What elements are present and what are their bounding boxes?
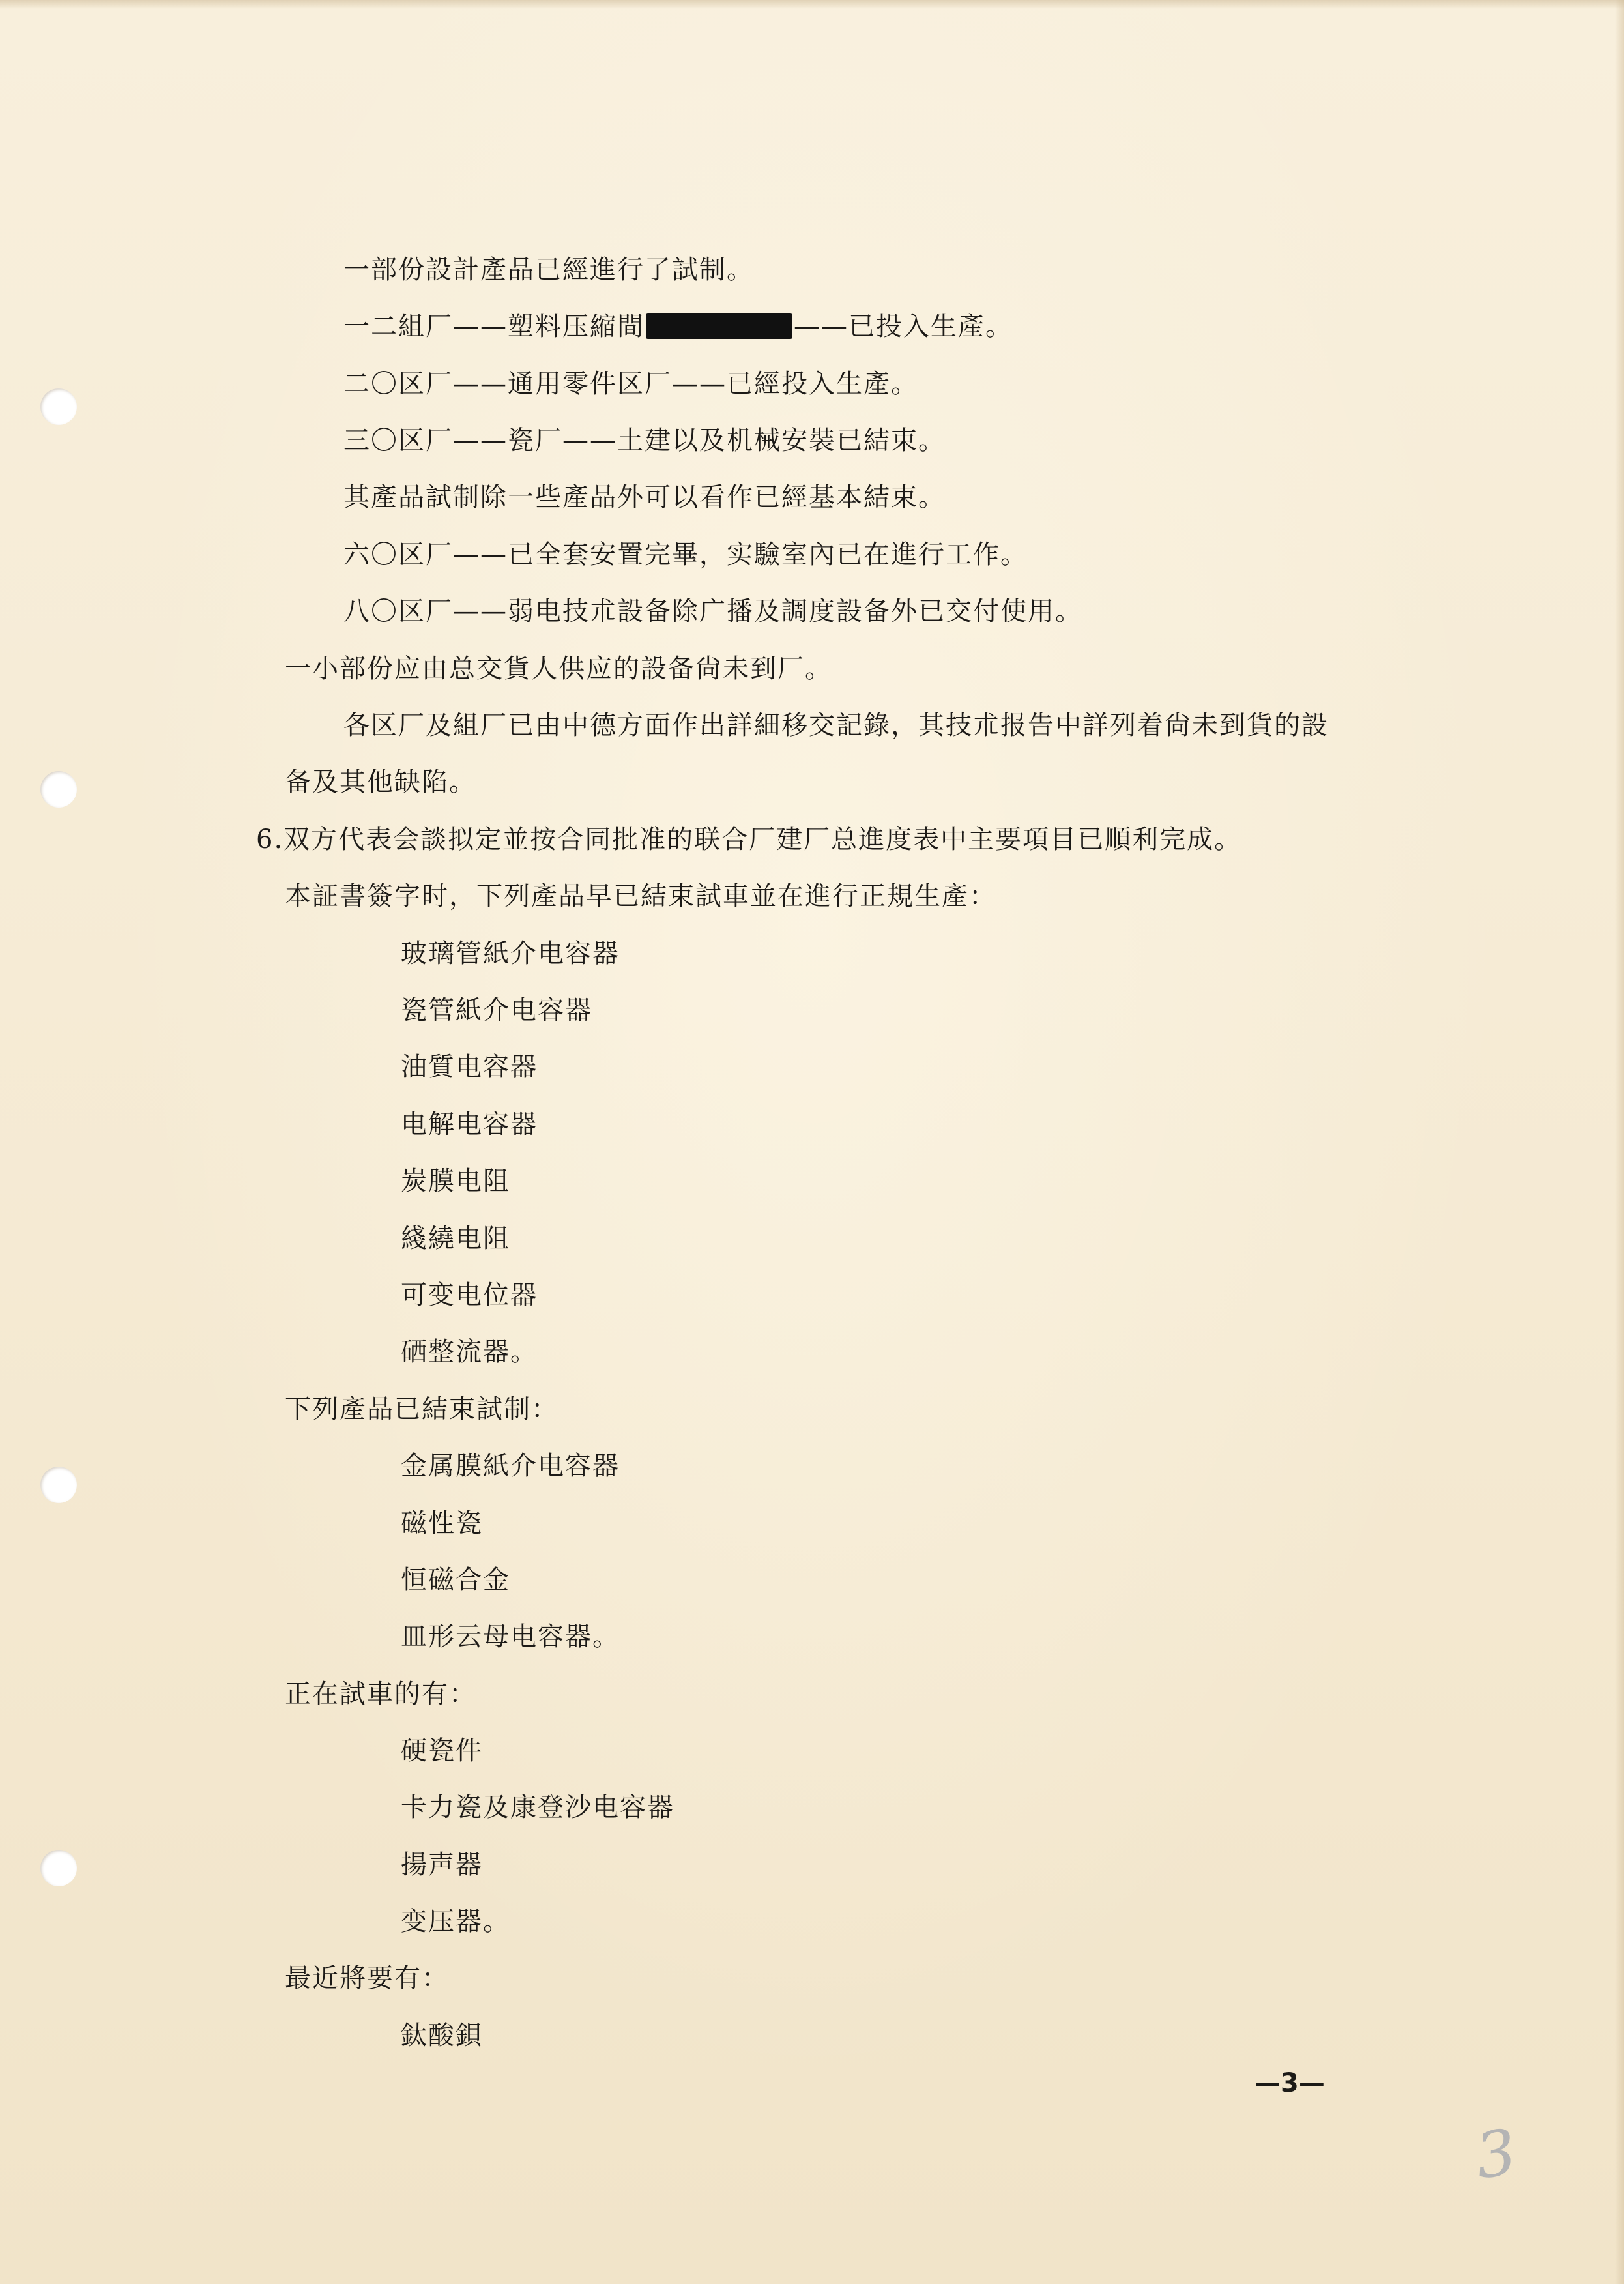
list-item: 瓷管紙介电容器	[401, 995, 592, 1025]
text-line: 正在試車的有：	[285, 1679, 476, 1709]
list-item: 綫繞电阻	[401, 1223, 510, 1253]
text-line: 最近將要有：	[285, 1963, 449, 1993]
text-line: 六〇区厂——已全套安置完畢，实驗室內已在進行工作。	[343, 540, 1028, 570]
list-item: 金属膜紙介电容器	[401, 1451, 620, 1481]
text-line: 二〇区厂——通用零件区厂——已經投入生產。	[343, 369, 918, 399]
list-item: 硬瓷件	[401, 1736, 483, 1766]
list-item: 炭膜电阻	[401, 1166, 510, 1196]
text-line: 备及其他缺陷。	[285, 767, 476, 797]
redaction-mark	[646, 313, 792, 339]
list-item: 皿形云母电容器。	[401, 1622, 620, 1652]
text-line-redacted	[343, 311, 1013, 342]
handwritten-page-mark: 3	[1471, 2115, 1521, 2193]
text-line: 一部份設計產品已經進行了試制。	[343, 255, 754, 285]
list-item: 硒整流器。	[401, 1337, 538, 1367]
list-item: 磁性瓷	[401, 1508, 483, 1538]
punch-hole	[40, 388, 77, 425]
list-item: 油質电容器	[401, 1052, 538, 1082]
list-item: 卡力瓷及康登沙电容器	[401, 1793, 674, 1823]
text-line: 八〇区厂——弱电技朮設备除广播及調度設备外已交付使用。	[343, 596, 1082, 626]
paper-edge-right	[1615, 0, 1624, 2284]
text-line: 其產品試制除一些產品外可以看作已經基本結束。	[343, 482, 946, 512]
list-item: 可变电位器	[401, 1280, 538, 1310]
text-segment: ——已投入生產。	[794, 312, 1013, 342]
list-item: 电解电容器	[401, 1109, 538, 1139]
punch-hole	[40, 771, 77, 808]
paper-edge-top	[0, 0, 1624, 9]
section-heading: 6.双方代表会談拟定並按合同批准的联合厂建厂总進度表中主要項目已順利完成。	[256, 825, 1242, 855]
punch-hole	[40, 1850, 77, 1886]
list-item: 鈦酸鋇	[401, 2021, 483, 2051]
page-number: —3—	[1254, 2068, 1325, 2098]
text-line: 一小部份应由总交貨人供应的設备尙未到厂。	[285, 654, 832, 684]
text-line: 本証書簽字时，下列產品早已結束試車並在進行正規生產：	[285, 881, 996, 911]
list-item: 恒磁合金	[401, 1565, 510, 1595]
text-line: 各区厂及組厂已由中德方面作出詳細移交記錄，其技朮报告中詳列着尙未到貨的設	[343, 710, 1329, 740]
text-line: 三〇区厂——瓷厂——土建以及机械安裝已結束。	[343, 426, 946, 456]
list-item: 玻璃管紙介电容器	[401, 939, 620, 969]
text-line: 下列產品已結束試制：	[285, 1394, 558, 1424]
text-segment: 一二組厂——塑料压縮間	[343, 312, 645, 342]
punch-hole	[40, 1467, 77, 1503]
list-item: 揚声器	[401, 1850, 483, 1880]
list-item: 变压器。	[401, 1907, 510, 1937]
